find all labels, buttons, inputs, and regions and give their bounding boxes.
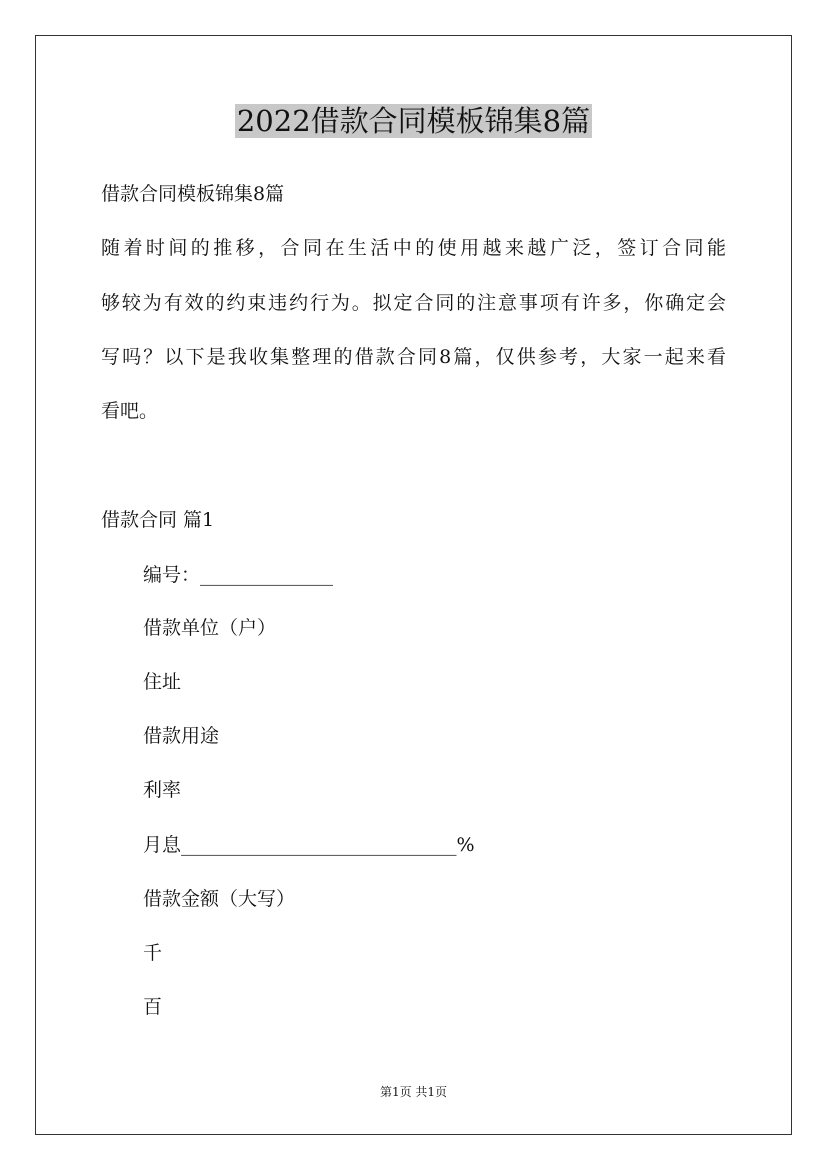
- intro-line-3: 写吗？以下是我收集整理的借款合同8篇，仅供参考，大家一起来看: [101, 346, 726, 368]
- intro-line-1: 随着时间的推移，合同在生活中的使用越来越广泛，签订合同能: [101, 237, 726, 259]
- field-thousands: 千: [143, 942, 163, 964]
- field-loan-purpose: 借款用途: [143, 725, 220, 747]
- intro-line-2: 够较为有效的约束违约行为。拟定合同的注意事项有许多，你确定会: [101, 292, 726, 314]
- field-contract-number: 编号：______________: [143, 564, 334, 586]
- field-address: 住址: [143, 671, 182, 693]
- document-title: [0, 100, 827, 142]
- field-loan-amount: 借款金额（大写）: [143, 888, 296, 910]
- field-interest-rate: 利率: [143, 779, 182, 801]
- field-borrower: 借款单位（户）: [143, 617, 277, 639]
- field-hundreds: 百: [143, 996, 163, 1018]
- field-monthly-interest: 月息_____________________________%: [143, 834, 475, 856]
- page-footer: 第1页 共1页: [379, 1085, 448, 1099]
- section-heading: 借款合同 篇1: [101, 509, 215, 531]
- document-title-text: 2022借款合同模板锦集8篇: [236, 104, 591, 138]
- document-subtitle: 借款合同模板锦集8篇: [101, 183, 285, 205]
- intro-line-4: 看吧。: [101, 400, 159, 422]
